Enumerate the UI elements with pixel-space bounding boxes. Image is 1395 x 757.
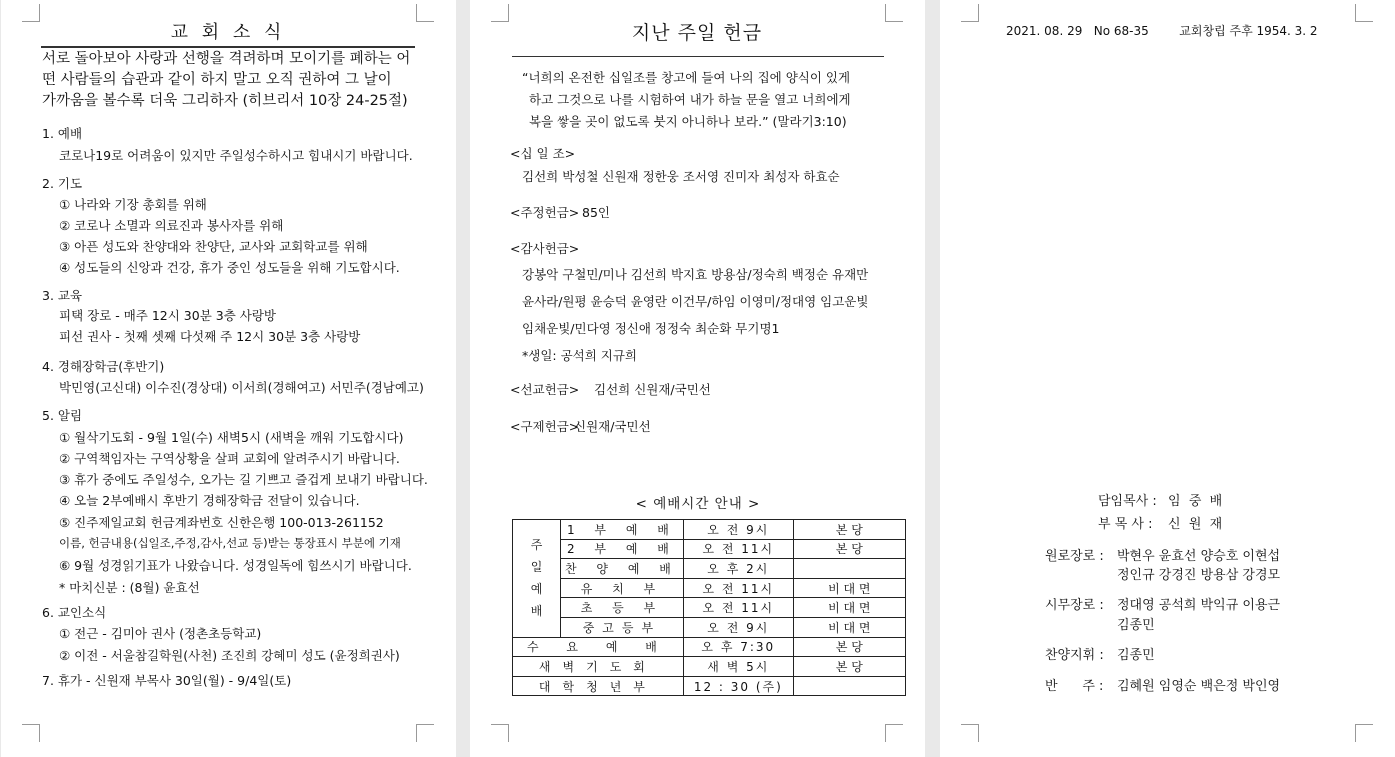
service-name: 초 등 부 <box>561 598 684 618</box>
service-place <box>793 676 905 696</box>
table-row <box>513 657 906 677</box>
mission-offering-label: <선교헌금> <box>510 382 580 397</box>
section-line: ② 코로나 소멸과 의료진과 봉사자를 위해 <box>59 218 284 233</box>
worship-schedule-table <box>512 519 906 696</box>
service-place: 본 당 <box>793 637 905 657</box>
crop-mark <box>491 724 509 742</box>
section-line: ③ 아픈 성도와 찬양대와 찬양단, 교사와 교회학교를 위해 <box>59 239 368 254</box>
table-row <box>513 637 906 657</box>
crop-mark <box>961 724 979 742</box>
relief-offering-names: 신원재/국민선 <box>574 419 651 434</box>
service-time: 오 후 2시 <box>683 559 793 579</box>
mission-offering-names: 김선희 신원재/국민선 <box>594 382 711 397</box>
section-line: * 마치신분 : (8월) 윤효선 <box>59 580 200 595</box>
weekly-offering-label: <주정헌금> <box>510 205 580 220</box>
service-time: 오 전 11시 <box>683 539 793 559</box>
table-row <box>513 559 906 579</box>
section-heading: 2. 기도 <box>42 176 83 191</box>
senior-pastor-label: 담임목사 : <box>1098 494 1157 509</box>
crop-mark <box>961 4 979 22</box>
section-line: ② 구역책임자는 구역상황을 살펴 교회에 알려주시기 바랍니다. <box>59 451 400 466</box>
senior-pastor-name: 임 중 배 <box>1168 494 1223 509</box>
crop-mark <box>885 4 903 22</box>
assoc-pastor-name: 신 원 재 <box>1168 517 1223 532</box>
service-name: 수 요 예 배 <box>513 637 684 657</box>
service-name: 찬 양 예 배 <box>561 559 684 579</box>
section-line: ③ 휴가 중에도 주일성수, 오가는 길 기쁘고 즐겁게 보내기 바랍니다. <box>59 472 428 487</box>
table-row <box>513 676 906 696</box>
service-place <box>793 559 905 579</box>
label-char: 주 <box>530 538 543 553</box>
page-church-news <box>1 0 456 757</box>
choir-director: 김종민 <box>1117 648 1155 663</box>
choir-director-label: 찬양지휘 : <box>1045 648 1104 663</box>
thanks-names: 강봉악 구철민/미나 김선희 박지효 방용삼/정숙희 백정순 유재만 <box>522 267 869 282</box>
section-heading: 3. 교육 <box>42 288 83 303</box>
service-place: 본 당 <box>793 539 905 559</box>
crop-mark <box>22 4 40 22</box>
label-char: 배 <box>530 604 543 619</box>
birthday-line: *생일: 공석희 지규희 <box>522 348 638 363</box>
active-elders: 김종민 <box>1117 618 1155 633</box>
scripture-line: 복을 쌓을 곳이 없도록 붓지 아니하나 보라.” (말라기3:10) <box>529 114 847 129</box>
crop-mark <box>1355 4 1373 22</box>
section-line: ① 나라와 기장 총회를 위해 <box>59 197 207 212</box>
label-char: 예 <box>530 582 543 597</box>
thanks-names: 윤사라/원평 윤승덕 윤영란 이건무/하임 이영미/정대영 임고운빛 <box>522 294 869 309</box>
label-char: 일 <box>530 560 543 575</box>
service-name: 유 치 부 <box>561 578 684 598</box>
service-place: 비 대 면 <box>793 578 905 598</box>
crop-mark <box>491 4 509 22</box>
table-row <box>513 617 906 637</box>
section-line: 피선 권사 - 첫째 셋째 다섯째 주 12시 30분 3층 사랑방 <box>59 329 361 344</box>
relief-offering-label: <구제헌금> <box>510 419 580 434</box>
crop-mark <box>885 724 903 742</box>
crop-mark <box>416 4 434 22</box>
service-name: 1 부 예 배 <box>561 520 684 540</box>
section-heading: 7. 휴가 - 신원재 부목사 30일(월) - 9/4일(토) <box>42 673 292 688</box>
section-heading: 6. 교인소식 <box>42 605 107 620</box>
scripture-line: 하고 그것으로 나를 시험하여 내가 하늘 문을 열고 너희에게 <box>529 92 851 107</box>
emeritus-elders: 박현우 윤효선 양승호 이현섭 <box>1117 549 1281 564</box>
service-time: 오 전 9시 <box>683 617 793 637</box>
table-row <box>513 520 906 540</box>
assoc-pastor-label: 부 목 사 : <box>1098 517 1153 532</box>
section-line: ④ 오늘 2부예배시 후반기 경해장학금 전달이 있습니다. <box>59 493 360 508</box>
active-elders-label: 시무장로 : <box>1045 598 1104 613</box>
service-place: 본 당 <box>793 657 905 677</box>
service-name: 대학청년부 <box>513 676 684 696</box>
crop-mark <box>1355 724 1373 742</box>
scripture-line: “너희의 온전한 십일조를 창고에 들여 나의 집에 양식이 있게 <box>522 70 851 85</box>
service-name: 새벽기도회 <box>513 657 684 677</box>
tithe-label: <십 일 조> <box>510 146 576 161</box>
scripture-line: 떤 사람들의 습관과 같이 하지 말고 오직 권하여 그 날이 <box>42 72 392 88</box>
section-heading: 4. 경해장학금(후반기) <box>42 359 165 374</box>
table-row <box>513 539 906 559</box>
thanks-names: 임채운빛/민다영 정신애 정정숙 최순화 무기명1 <box>522 321 780 336</box>
section-line: ① 전근 - 김미아 권사 (정촌초등학교) <box>59 626 262 641</box>
section-line: ⑤ 진주제일교회 헌금계좌번호 신한은행 100-013-261152 <box>59 515 384 530</box>
emeritus-elders: 정인규 강경진 방용삼 강경모 <box>1117 568 1281 583</box>
section-line: ④ 성도들의 신앙과 건강, 휴가 중인 성도들을 위해 기도합시다. <box>59 260 400 275</box>
table-row <box>513 598 906 618</box>
section-heading: 1. 예배 <box>42 126 83 141</box>
page-title: 교 회 소 식 <box>170 22 286 43</box>
tithe-names: 김선희 박성철 신원재 정한웅 조서영 진미자 최성자 하효순 <box>522 169 840 184</box>
weekly-offering-value: 85인 <box>582 205 610 220</box>
service-time: 12 : 30 (주) <box>683 676 793 696</box>
service-name: 2 부 예 배 <box>561 539 684 559</box>
section-line: ① 월삭기도회 - 9월 1일(수) 새벽5시 (새벽을 깨워 기도합시다) <box>59 430 404 445</box>
service-place: 비 대 면 <box>793 617 905 637</box>
crop-mark <box>22 724 40 742</box>
bulletin-header: 2021. 08. 29 No 68-35 교회창립 주후 1954. 3. 2 <box>1006 24 1318 38</box>
accompanist-label: 반 주 : <box>1045 679 1104 694</box>
sunday-worship-label <box>513 520 561 638</box>
accompanists: 김혜원 임영순 백은정 박인영 <box>1117 679 1281 694</box>
crop-mark <box>416 724 434 742</box>
scripture-line: 가까움을 볼수록 더욱 그리하자 (히브리서 10장 24-25절) <box>42 93 408 109</box>
active-elders: 정대영 공석희 박익규 이용근 <box>1117 598 1281 613</box>
title-underline <box>512 56 884 57</box>
thanks-offering-label: <감사헌금> <box>510 241 580 256</box>
service-time: 오 전 11시 <box>683 578 793 598</box>
section-line: 박민영(고신대) 이수진(경상대) 이서희(경해여고) 서민주(경남예고) <box>59 380 424 395</box>
service-time: 오 전 9시 <box>683 520 793 540</box>
section-line: 코로나19로 어려움이 있지만 주일성수하시고 힘내시기 바랍니다. <box>59 148 413 163</box>
service-place: 본 당 <box>793 520 905 540</box>
section-line: 피택 장로 - 매주 12시 30분 3층 사랑방 <box>59 308 276 323</box>
schedule-title: < 예배시간 안내 > <box>635 496 761 512</box>
section-heading: 5. 알림 <box>42 408 83 423</box>
table-row <box>513 578 906 598</box>
emeritus-elders-label: 원로장로 : <box>1045 549 1104 564</box>
section-line: ② 이전 - 서울참길학원(사천) 조진희 강혜미 성도 (윤정희권사) <box>59 648 400 663</box>
service-time: 새 벽 5시 <box>683 657 793 677</box>
scripture-line: 서로 돌아보아 사랑과 선행을 격려하며 모이기를 폐하는 어 <box>42 51 411 67</box>
service-place: 비 대 면 <box>793 598 905 618</box>
page-staff <box>940 0 1395 757</box>
page-offering <box>470 0 925 757</box>
service-name: 중고등부 <box>561 617 684 637</box>
section-line: 이름, 헌금내용(십일조,주정,감사,선교 등)받는 통장표시 부분에 기재 <box>59 536 401 550</box>
page-title: 지난 주일 헌금 <box>631 22 763 44</box>
title-underline <box>41 46 415 48</box>
service-time: 오 후 7:30 <box>683 637 793 657</box>
service-time: 오 전 11시 <box>683 598 793 618</box>
section-line: ⑥ 9월 성경읽기표가 나왔습니다. 성경일독에 힘쓰시기 바랍니다. <box>59 558 412 573</box>
